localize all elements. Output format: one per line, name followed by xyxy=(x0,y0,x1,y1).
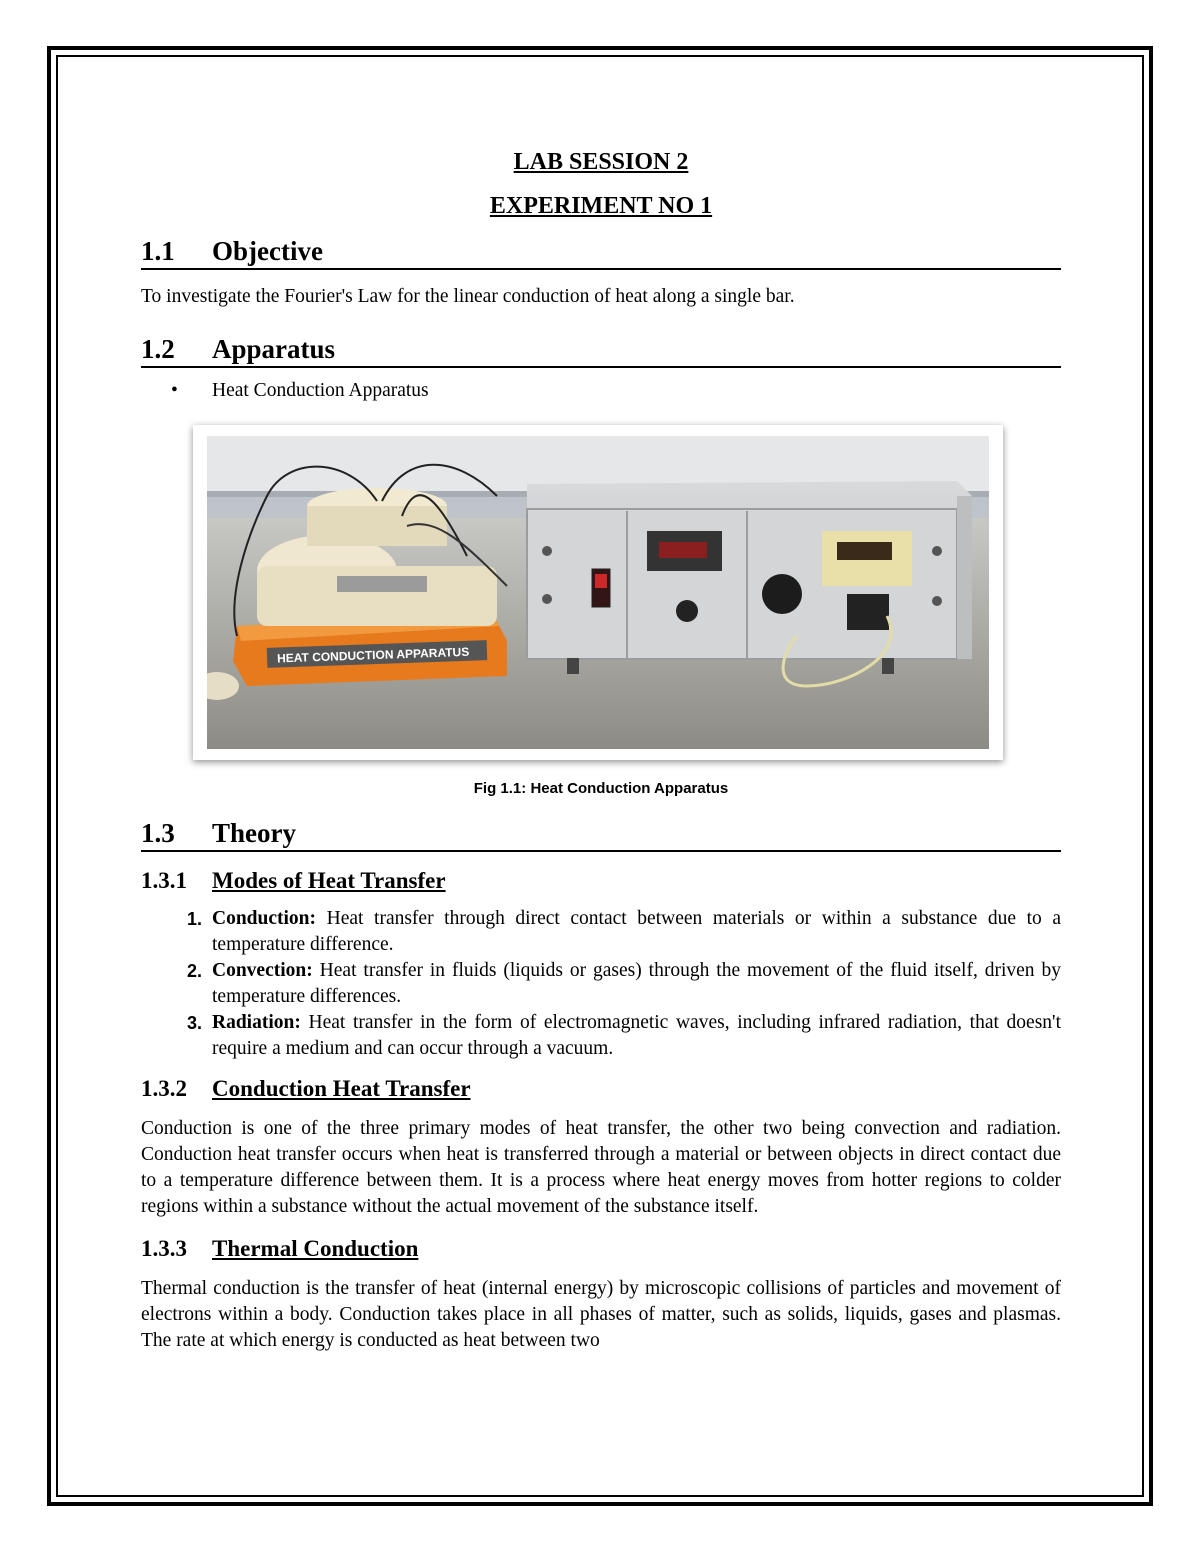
apparatus-item: • Heat Conduction Apparatus xyxy=(171,378,1061,404)
theory-heading xyxy=(141,816,1061,852)
conduction-number: 1.3.2 xyxy=(141,1076,187,1101)
apparatus-heading-text: Apparatus xyxy=(212,334,336,364)
figure-caption: Fig 1.1: Heat Conduction Apparatus xyxy=(473,780,729,797)
theory-section xyxy=(141,816,1061,1354)
objective-heading-text: Objective xyxy=(212,236,323,266)
apparatus-figure xyxy=(193,425,1003,760)
theory-number: 1.3 xyxy=(141,818,175,848)
conduction-heading-text: Conduction Heat Transfer xyxy=(212,1076,471,1101)
experiment-title: EXPERIMENT NO 1 xyxy=(489,193,713,219)
conduction-text: Conduction is one of the three primary modes of heat transfer, the other two being convection and radiation. Conduction heat transfer occurs when heat is transferred through a material or between objects in direct contact due to a temperature difference between them. It is a process where heat energy moves from hotter regions to colder regions within a substance without the actual movement of the substance itself. xyxy=(141,1118,1061,1217)
objective-heading xyxy=(141,234,1061,270)
thermal-text: Thermal conduction is the transfer of heat (internal energy) by microscopic collisions of particles and movement of electrons within a body. Conduction takes place in all phases of matter, such as solids, liquids, gases and plasmas. The rate at which energy is conducted as heat between two xyxy=(141,1278,1061,1351)
thermal-heading xyxy=(141,1234,1061,1264)
apparatus-heading xyxy=(141,332,1061,368)
list-item: 1. Conduction: Heat transfer through direct contact between materials or within a substance due to a temperature difference. xyxy=(186,908,1061,955)
apparatus-label-text: HEAT CONDUCTION APPARATUS xyxy=(276,644,470,666)
modes-list xyxy=(141,906,1061,1062)
heat-conduction-apparatus-photo xyxy=(207,436,989,749)
list-item: 3. Radiation: Heat transfer in the form of electromagnetic waves, including infrared radiation, that doesn't require a medium and can occur through a vacuum. xyxy=(186,1012,1061,1059)
document-body xyxy=(141,140,1061,404)
theory-heading-text: Theory xyxy=(212,818,296,848)
objective-number: 1.1 xyxy=(141,236,175,266)
modes-heading-text: Modes of Heat Transfer xyxy=(212,868,446,893)
apparatus-number: 1.2 xyxy=(141,334,175,364)
list-item: 2. Convection: Heat transfer in fluids (liquids or gases) through the movement of the fluid itself, driven by temperature differences. xyxy=(186,960,1061,1007)
thermal-heading-text: Thermal Conduction xyxy=(212,1236,419,1261)
conduction-heading xyxy=(141,1074,1061,1104)
lab-session-title: LAB SESSION 2 xyxy=(513,149,689,175)
objective-text: To investigate the Fourier's Law for the linear conduction of heat along a single bar. xyxy=(141,286,795,307)
thermal-number: 1.3.3 xyxy=(141,1236,187,1261)
bullet-icon: • xyxy=(171,380,178,401)
modes-number: 1.3.1 xyxy=(141,868,187,893)
modes-heading xyxy=(141,866,1061,896)
